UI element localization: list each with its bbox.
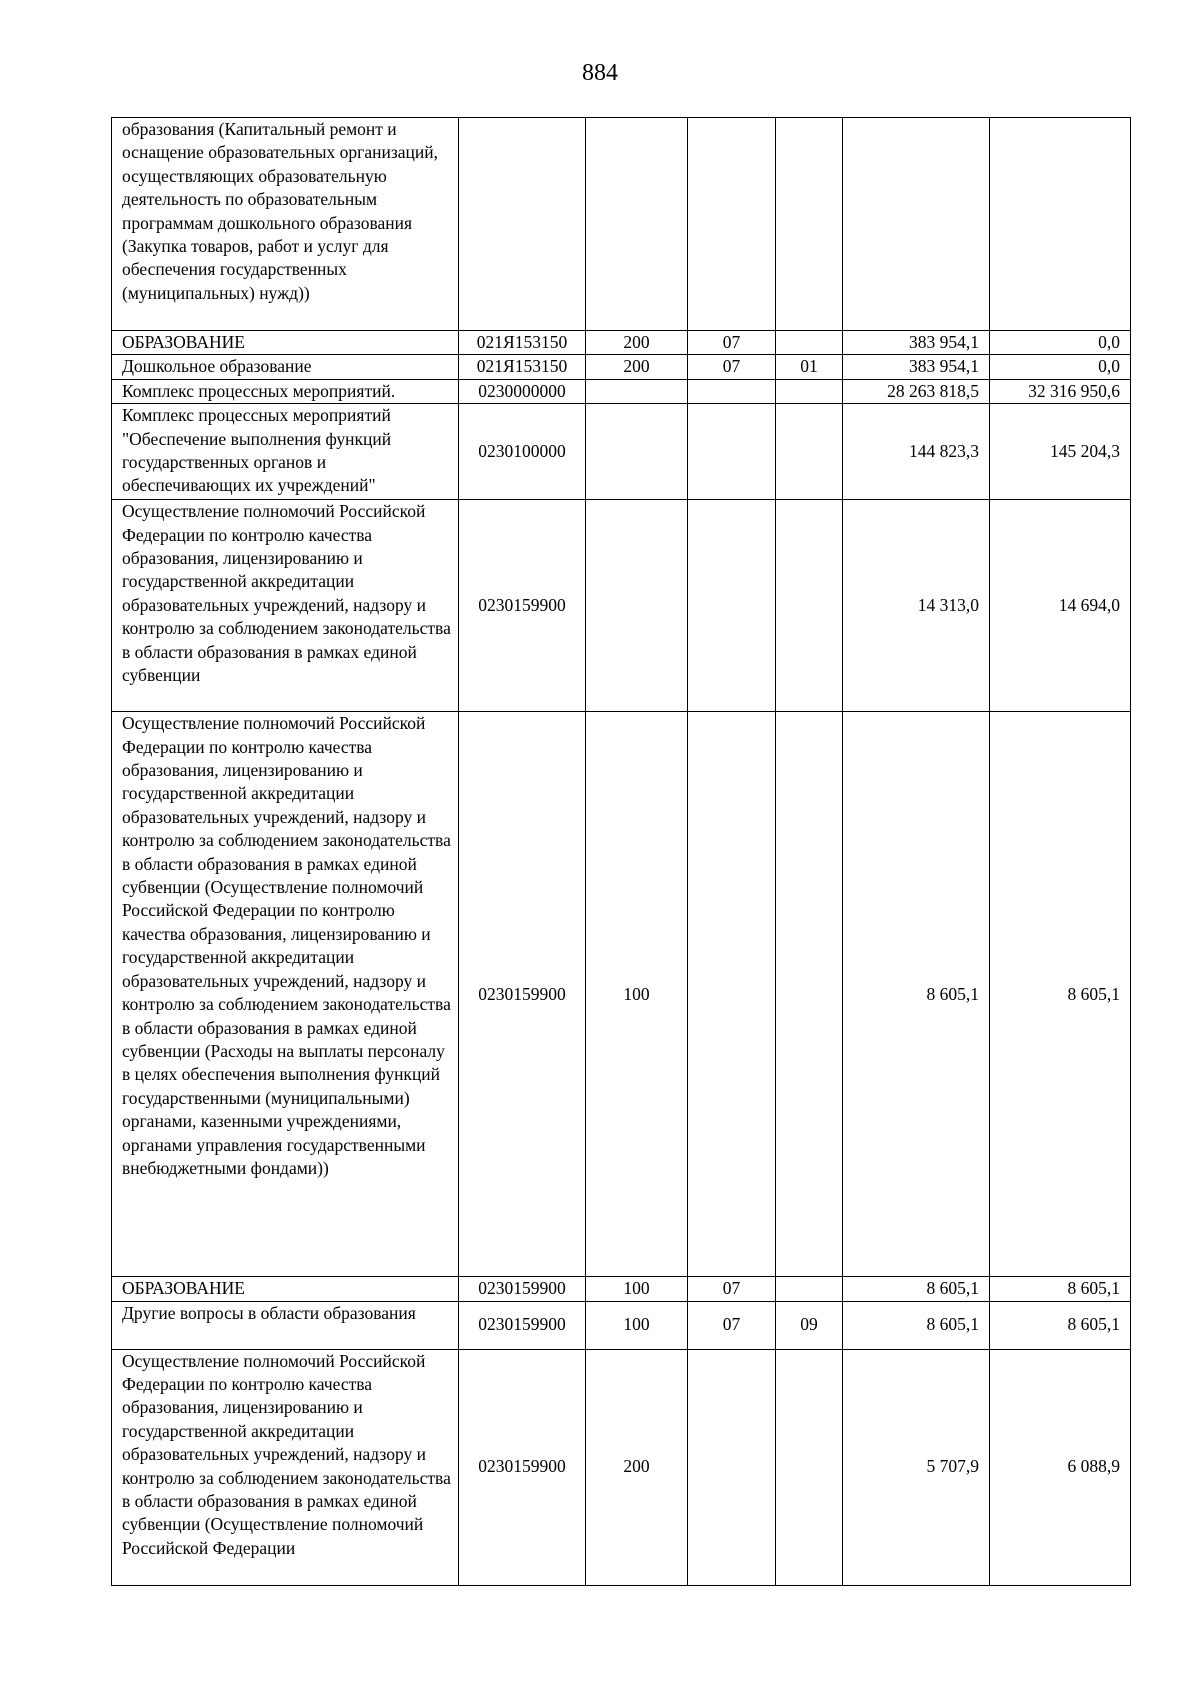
table-row	[112, 1301, 1131, 1349]
row-name: Комплекс процессных мероприятий "Обеспечение выполнения функций государственных органов и обеспечивающих их учреждений"	[112, 404, 459, 500]
row-rz	[688, 500, 776, 712]
row-rz	[688, 379, 776, 403]
row-sum-1: 383 954,1	[843, 331, 990, 355]
row-pr	[776, 379, 843, 403]
table-row	[112, 331, 1131, 355]
row-csr: 021Я153150	[459, 331, 586, 355]
row-pr: 09	[776, 1301, 843, 1349]
row-csr: 0230159900	[459, 1301, 586, 1349]
table-row	[112, 1277, 1131, 1301]
row-rz: 07	[688, 331, 776, 355]
row-name: образования (Капитальный ремонт и оснащение образовательных организаций, осуществляющих образовательную деятельность по образовательным программам дошкольного образования (Закупка товаров, работ и услуг для обеспечения государственных (муниципальных) нужд))	[112, 118, 459, 331]
row-csr: 0230159900	[459, 712, 586, 1277]
table-row	[112, 404, 1131, 500]
row-name: Осуществление полномочий Российской Федерации по контролю качества образования, лицензированию и государственной аккредитации образовательных учреждений, надзору и контролю за соблюдением законодательства в области образования в рамках единой субвенции	[112, 500, 459, 712]
table-row	[112, 118, 1131, 331]
row-pr: 01	[776, 355, 843, 379]
row-csr: 0230000000	[459, 379, 586, 403]
table-row	[112, 500, 1131, 712]
table-row	[112, 712, 1131, 1277]
row-sum-1: 8 605,1	[843, 1301, 990, 1349]
table-row	[112, 1349, 1131, 1585]
row-csr: 0230159900	[459, 1349, 586, 1585]
row-sum-2: 32 316 950,6	[990, 379, 1131, 403]
row-sum-2: 145 204,3	[990, 404, 1131, 500]
row-rz: 07	[688, 1277, 776, 1301]
row-sum-2: 6 088,9	[990, 1349, 1131, 1585]
row-vr: 100	[586, 1301, 688, 1349]
row-name: Осуществление полномочий Российской Федерации по контролю качества образования, лицензированию и государственной аккредитации образовательных учреждений, надзору и контролю за соблюдением законодательства в области образования в рамках единой субвенции (Осуществление полномочий Российской Федерации по контролю качества образования, лицензированию и государственной аккредитации образовательных учреждений, надзору и контролю за соблюдением законодательства в области образования в рамках единой субвенции (Расходы на выплаты персоналу в целях обеспечения выполнения функций государственными (муниципальными) органами, казенными учреждениями, органами управления государственными внебюджетными фондами))	[112, 712, 459, 1277]
row-vr: 200	[586, 355, 688, 379]
row-sum-2: 0,0	[990, 331, 1131, 355]
row-vr	[586, 404, 688, 500]
row-vr: 100	[586, 1277, 688, 1301]
row-rz	[688, 118, 776, 331]
row-pr	[776, 118, 843, 331]
row-sum-1: 28 263 818,5	[843, 379, 990, 403]
row-name: ОБРАЗОВАНИЕ	[112, 331, 459, 355]
table-row	[112, 379, 1131, 403]
row-sum-1: 383 954,1	[843, 355, 990, 379]
row-sum-1: 8 605,1	[843, 1277, 990, 1301]
row-name: Осуществление полномочий Российской Федерации по контролю качества образования, лицензированию и государственной аккредитации образовательных учреждений, надзору и контролю за соблюдением законодательства в области образования в рамках единой субвенции (Осуществление полномочий Российской Федерации	[112, 1349, 459, 1585]
row-vr: 200	[586, 331, 688, 355]
row-name: ОБРАЗОВАНИЕ	[112, 1277, 459, 1301]
row-rz: 07	[688, 355, 776, 379]
row-name: Дошкольное образование	[112, 355, 459, 379]
row-sum-2: 8 605,1	[990, 1277, 1131, 1301]
page-number: 884	[582, 60, 618, 86]
row-sum-1: 8 605,1	[843, 712, 990, 1277]
row-rz	[688, 1349, 776, 1585]
row-sum-1: 144 823,3	[843, 404, 990, 500]
row-name: Комплекс процессных мероприятий.	[112, 379, 459, 403]
row-sum-1: 14 313,0	[843, 500, 990, 712]
row-csr: 0230100000	[459, 404, 586, 500]
row-name: Другие вопросы в области образования	[112, 1301, 459, 1349]
row-pr	[776, 404, 843, 500]
row-vr: 100	[586, 712, 688, 1277]
row-sum-1	[843, 118, 990, 331]
row-pr	[776, 500, 843, 712]
row-pr	[776, 1277, 843, 1301]
row-sum-2: 14 694,0	[990, 500, 1131, 712]
row-sum-2: 0,0	[990, 355, 1131, 379]
row-pr	[776, 1349, 843, 1585]
row-vr: 200	[586, 1349, 688, 1585]
row-pr	[776, 712, 843, 1277]
row-csr: 0230159900	[459, 1277, 586, 1301]
row-sum-1: 5 707,9	[843, 1349, 990, 1585]
row-sum-2	[990, 118, 1131, 331]
row-rz	[688, 712, 776, 1277]
row-vr	[586, 379, 688, 403]
row-csr: 0230159900	[459, 500, 586, 712]
row-vr	[586, 500, 688, 712]
row-rz	[688, 404, 776, 500]
row-sum-2: 8 605,1	[990, 1301, 1131, 1349]
row-csr: 021Я153150	[459, 355, 586, 379]
table-row	[112, 355, 1131, 379]
row-pr	[776, 331, 843, 355]
row-rz: 07	[688, 1301, 776, 1349]
row-csr	[459, 118, 586, 331]
budget-table	[111, 117, 1131, 1586]
row-sum-2: 8 605,1	[990, 712, 1131, 1277]
row-vr	[586, 118, 688, 331]
